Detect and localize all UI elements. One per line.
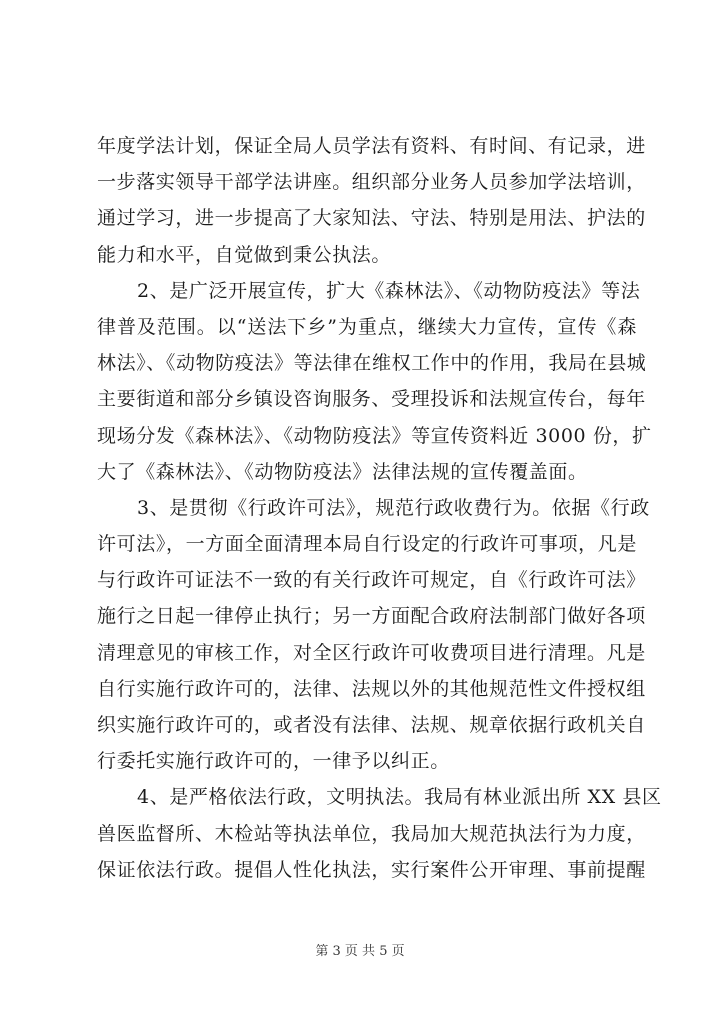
text-line: 3、是贯彻《行政许可法》，规范行政收费行为。依据《行政 — [137, 496, 650, 519]
text-line: 清理意见的审核工作，对全区行政许可收费项目进行清理。凡是 — [97, 641, 646, 664]
text-line: 年度学法计划，保证全局人员学法有资料、有时间、有记录，进 — [97, 135, 646, 157]
document-body — [97, 128, 662, 888]
text-line: 许可法》，一方面全面清理本局自行设定的行政许可事项，凡是 — [97, 533, 637, 556]
text-line: 4、是严格依法行政，文明执法。我局有林业派出所 XX 县区 — [137, 786, 662, 809]
text-line: 主要街道和部分乡镇设咨询服务、受理投诉和法规宣传台，每年 — [97, 388, 646, 411]
text-line: 保证依法行政。提倡人性化执法，实行案件公开审理、事前提醒 — [97, 858, 646, 881]
text-line: 自行实施行政许可的，法律、法规以外的其他规范性文件授权组 — [97, 677, 646, 700]
text-line: 林法》、《动物防疫法》等法律在维权工作中的作用，我局在县城 — [97, 352, 647, 375]
text-line: 行委托实施行政许可的，一律予以纠正。 — [97, 750, 450, 773]
text-line: 织实施行政许可的，或者没有法律、法规、规章依据行政机关自 — [97, 714, 646, 736]
text-line: 通过学习，进一步提高了大家知法、守法、特别是用法、护法的 — [97, 207, 646, 230]
text-line: 现场分发《森林法》、《动物防疫法》等宣传资料近 3000 份，扩 — [97, 424, 652, 447]
page-footer: 第 3 页 共 5 页 — [315, 944, 405, 959]
text-line: 2、是广泛开展宣传，扩大《森林法》、《动物防疫法》等法 — [137, 279, 641, 302]
text-line: 施行之日起一律停止执行；另一方面配合政府法制部门做好各项 — [97, 605, 646, 628]
text-line: 能力和水平，自觉做到秉公执法。 — [97, 243, 392, 266]
text-line: 律普及范围。以“送法下乡”为重点，继续大力宣传，宣传《森 — [97, 315, 637, 338]
text-line: 一步落实领导干部学法讲座。组织部分业务人员参加学法培训， — [97, 171, 646, 194]
text-line: 与行政许可证法不一致的有关行政许可规定，自《行政许可法》 — [97, 569, 646, 592]
text-line: 兽医监督所、木检站等执法单位，我局加大规范执法行为力度， — [97, 822, 646, 845]
text-line: 大了《森林法》、《动物防疫法》法律法规的宣传覆盖面。 — [97, 460, 588, 483]
